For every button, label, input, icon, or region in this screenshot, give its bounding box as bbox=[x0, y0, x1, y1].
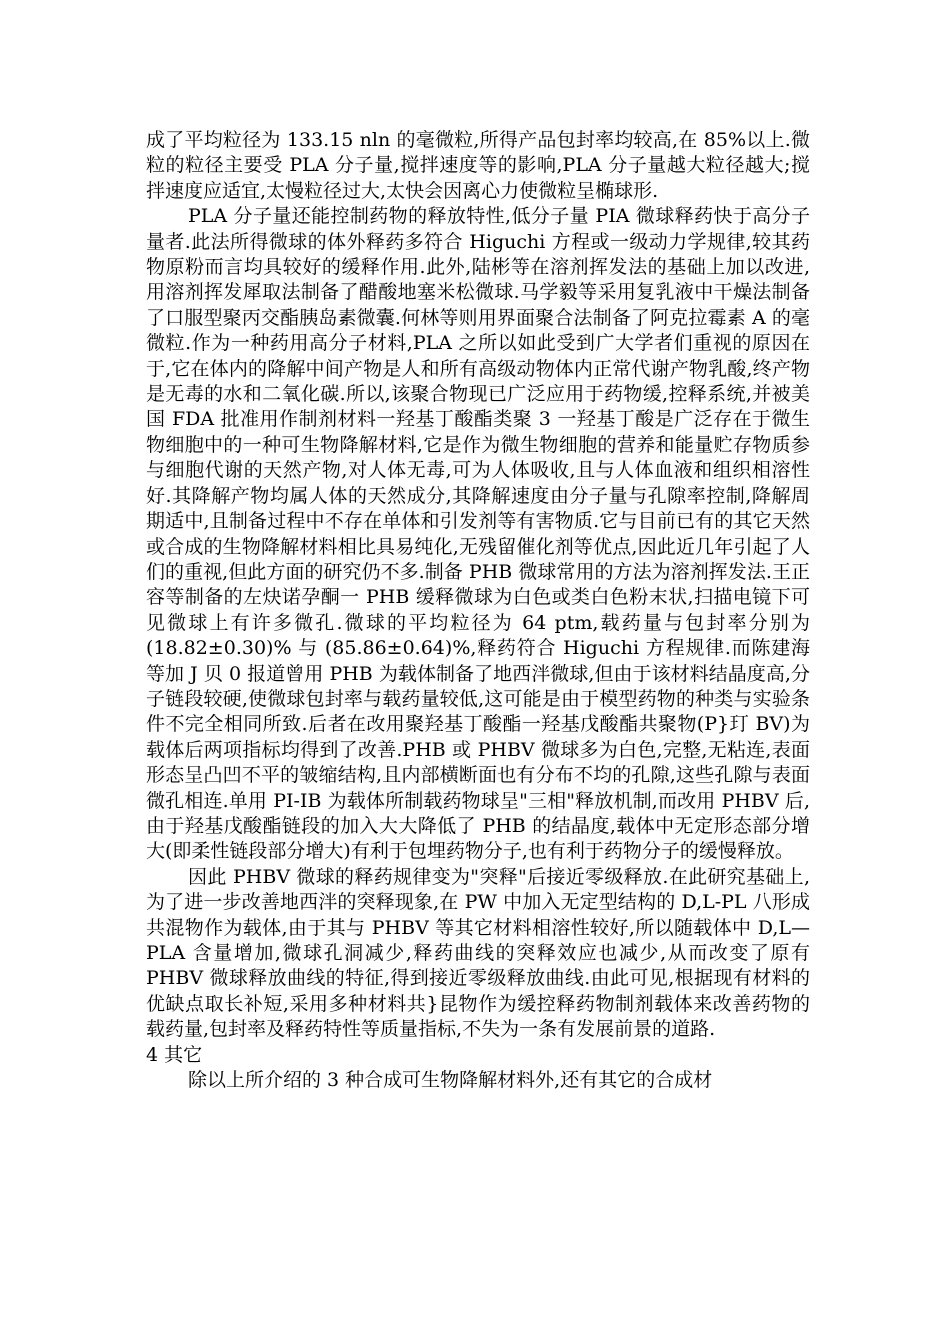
section-heading-other: 4 其它 bbox=[146, 1043, 203, 1066]
paragraph-other-materials: 除以上所介绍的 3 种合成可生物降解材料外,还有其它的合成材 bbox=[188, 1069, 713, 1092]
document-page bbox=[146, 128, 810, 1093]
paragraph-pla-release-phb: PLA 分子量还能控制药物的释放特性,低分子量 PIA 微球释药快于高分子量者.此法所得微球的体外释药多符合 Higuchi 方程或一级动力学规律,较其药物原粉而言均具较好的缓释作用.此外,陆彬等在溶剂挥发法的基础上加以改进,用溶剂挥发犀取法制备了醋酸地塞米松微球.马学毅等采用复乳液中干燥法制备了口服型聚丙交酯胰岛素微囊.何林等则用界面聚合法制备了阿克拉霉素 A 的毫微粒.作为一种药用高分子材料,PLA 之所以如此受到广大学者们重视的原因在于,它在体内的降解中间产物是人和所有高级动物体内正常代谢产物乳酸,终产物是无毒的水和二氧化碳.所以,该聚合物现已广泛应用于药物缓,控释系统,并被美国 FDA 批准用作制剂材料一羟基丁酸酯类聚 3 一羟基丁酸是广泛存在于微生物细胞中的一种可生物降解材料,它是作为微生物细胞的营养和能量贮存物质参与细胞代谢的天然产物,对人体无毒,可为人体吸收,且与人体血液和组织相溶性好.其降解产物均属人体的天然成分,其降解速度由分子量与孔隙率控制,降解周期适中,且制备过程中不存在单体和引发剂等有害物质.它与目前已有的其它天然或合成的生物降解材料相比具易纯化,无残留催化剂等优点,因此近几年引起了人们的重视,但此方面的研究仍不多.制备 PHB 微球常用的方法为溶剂挥发法.王正容等制备的左炔诺孕酮一 PHB 缓释微球为白色或类白色粉末状,扫描电镜下可见微球上有许多微孔.微球的平均粒径为 64 ptm,载药量与包封率分别为 (18.82±0.30)% 与 (85.86±0.64)%,释药符合 Higuchi 方程规律.而陈建海等加 J 贝 0 报道曾用 PHB 为载体制备了地西泮微球,但由于该材料结晶度高,分子链段较硬,使微球包封率与载药量较低,这可能是由于模型药物的种类与实验条件不完全相同所致.后者在改用聚羟基丁酸酯一羟基戊酸酯共聚物(P}玎 BV)为载体后两项指标均得到了改善.PHB 或 PHBV 微球多为白色,完整,无粘连,表面形态呈凸凹不平的皱缩结构,且内部横断面也有分布不均的孔隙,这些孔隙与表面微孔相连.单用 PI-IB 为载体所制载药物球呈"三相"释放机制,而改用 PHBV 后,由于羟基戊酸酯链段的加入大大降低了 PHB 的结晶度,载体中无定形态部分增大(即柔性链段部分增大)有利于包埋药物分子,也有利于药物分子的缓慢释放。 bbox=[146, 205, 810, 863]
paragraph-pla-particle-size: 成了平均粒径为 133.15 nln 的毫微粒,所得产品包封率均较高,在 85%以上.微粒的粒径主要受 PLA 分子量,搅拌速度等的影响,PLA 分子量越大粒径越大;搅拌速度应适宜,太慢粒径过大,太快会因离心力使微粒呈椭球形. bbox=[146, 129, 810, 202]
paragraph-phbv-release: 因此 PHBV 微球的释药规律变为"突释"后接近零级释放.在此研究基础上,为了进一步改善地西泮的突释现象,在 PW 中加入无定型结构的 D,L-PL 八形成共混物作为载体,由于其与 PHBV 等其它材料相溶性较好,所以随载体中 D,L—PLA 含量增加,微球孔洞减少,释药曲线的突释效应也减少,从而改变了原有 PHBV 微球释放曲线的特征,得到接近零级释放曲线.由此可见,根据现有材料的优缺点取长补短,采用多种材料共}昆物作为缓控释药物制剂载体来改善药物的载药量,包封率及释药特性等质量指标,不失为一条有发展前景的道路. bbox=[146, 865, 810, 1041]
